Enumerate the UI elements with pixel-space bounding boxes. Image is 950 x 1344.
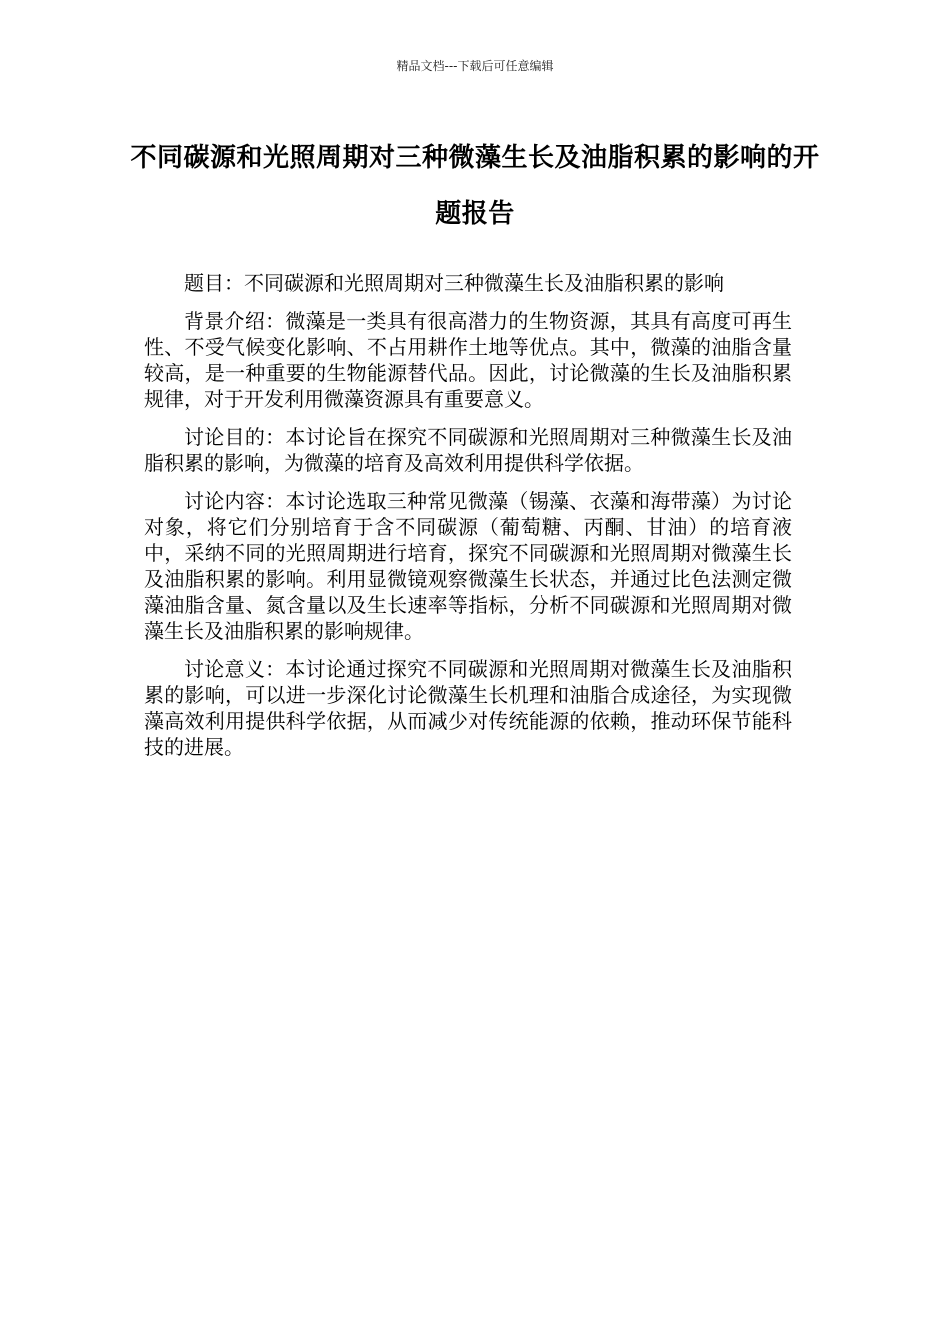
paragraph-significance: 讨论意义：本讨论通过探究不同碳源和光照周期对微藻生长及油脂积累的影响，可以进一步深化讨论微藻生长机理和油脂合成途径，为实现微藻高效利用提供科学依据，从而减少对传统能源的依赖，推动环保节能科技的进展。 [144,657,792,759]
paragraph-topic: 题目：不同碳源和光照周期对三种微藻生长及油脂积累的影响 [184,271,724,295]
header-note: 精品文档---下载后可任意编辑 [396,59,554,73]
document-body [144,270,792,772]
paragraph-content: 讨论内容：本讨论选取三种常见微藻（锡藻、衣藻和海带藻）为讨论对象，将它们分别培育于含不同碳源（葡萄糖、丙酮、甘油）的培育液中，采纳不同的光照周期进行培育，探究不同碳源和光照周期对微藻生长及油脂积累的影响。利用显微镜观察微藻生长状态，并通过比色法测定微藻油脂含量、氮含量以及生长速率等指标，分析不同碳源和光照周期对微藻生长及油脂积累的影响规律。 [144,489,792,643]
paragraph-purpose: 讨论目的：本讨论旨在探究不同碳源和光照周期对三种微藻生长及油脂积累的影响，为微藻的培育及高效利用提供科学依据。 [144,425,792,475]
document-title: 不同碳源和光照周期对三种微藻生长及油脂积累的影响的开题报告 [130,143,820,229]
paragraph-background: 背景介绍：微藻是一类具有很高潜力的生物资源，其具有高度可再生性、不受气候变化影响、不占用耕作土地等优点。其中，微藻的油脂含量较高，是一种重要的生物能源替代品。因此，讨论微藻的生长及油脂积累规律，对于开发利用微藻资源具有重要意义。 [144,309,792,411]
